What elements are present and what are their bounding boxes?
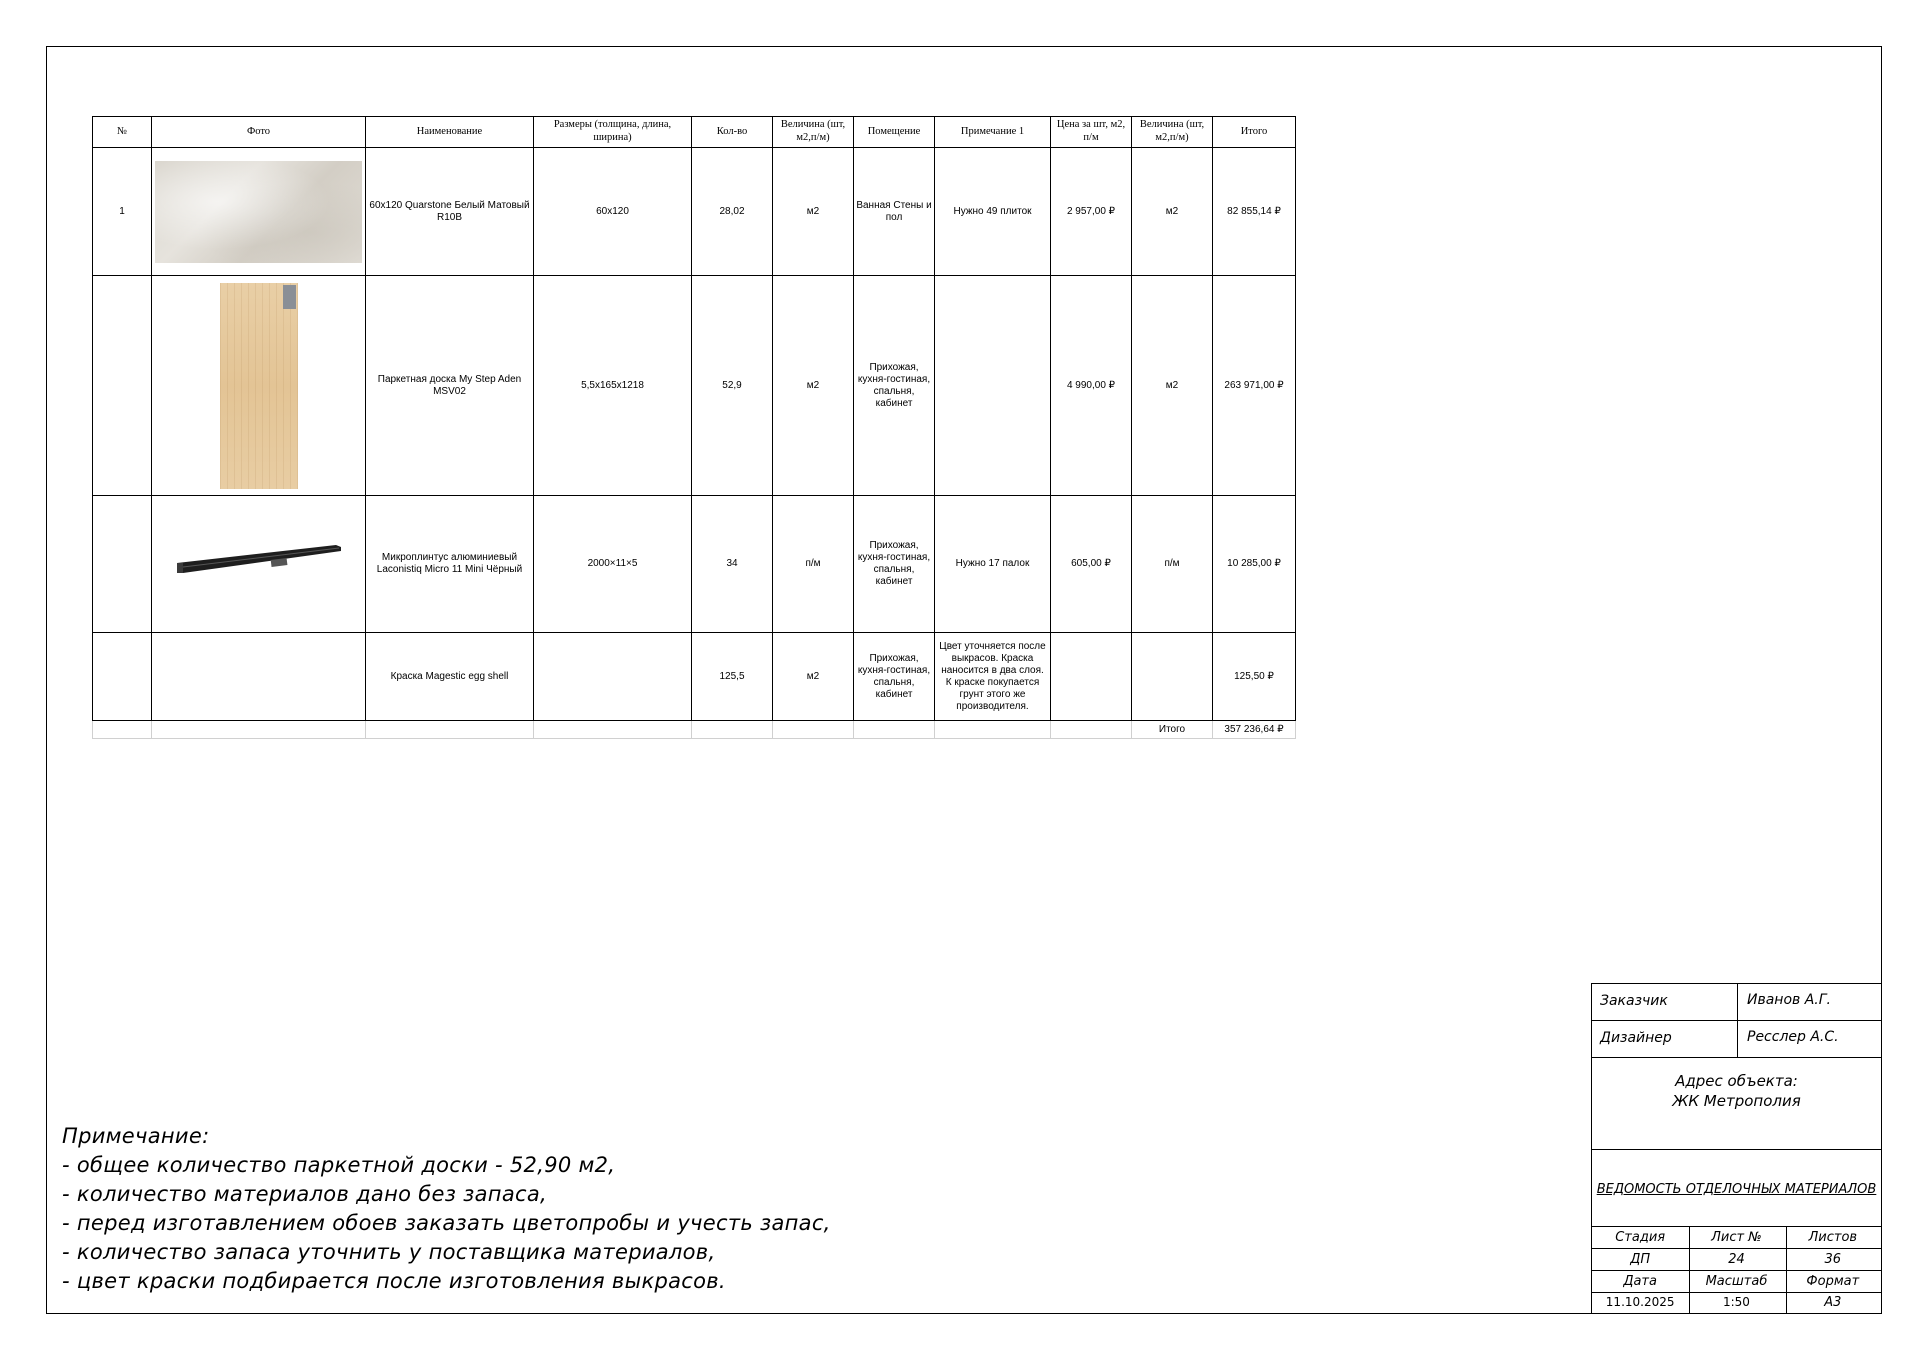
row-size: 60х120 (534, 148, 692, 276)
row-total: 263 971,00 ₽ (1213, 276, 1296, 496)
row-unit: м2 (773, 276, 854, 496)
date-value: 11.10.2025 (1605, 1295, 1675, 1309)
row-unit2: м2 (1132, 276, 1213, 496)
note-line: - количество материалов дано без запаса, (62, 1182, 547, 1206)
address-row (1592, 1058, 1881, 1150)
row-price: 605,00 ₽ (1051, 496, 1132, 633)
note-line: - цвет краски подбирается после изготовления выкрасов. (62, 1269, 726, 1293)
row-total: 10 285,00 ₽ (1213, 496, 1296, 633)
row-size (534, 633, 692, 721)
row-qty: 34 (692, 496, 773, 633)
format-value: А3 (1824, 1295, 1842, 1310)
row-qty: 125,5 (692, 633, 773, 721)
sheet-no-label: Лист № (1711, 1230, 1762, 1245)
row-photo (152, 148, 366, 276)
row-note (935, 276, 1051, 496)
col-header-note: Примечание 1 (935, 117, 1051, 148)
customer-label: Заказчик (1600, 993, 1668, 1009)
stage-values-row (1592, 1249, 1881, 1271)
row-note: Нужно 17 палок (935, 496, 1051, 633)
row-num (93, 633, 152, 721)
col-header-qty: Кол-во (692, 117, 773, 148)
table-row (93, 496, 1296, 633)
row-room: Прихожая, кухня-гостиная, спальня, кабинет (854, 633, 935, 721)
address-label: Адрес объекта: (1675, 1072, 1798, 1090)
row-room: Прихожая, кухня-гостиная, спальня, кабинет (854, 276, 935, 496)
row-photo (152, 276, 366, 496)
tile-photo (155, 161, 362, 263)
row-photo (152, 633, 366, 721)
row-room: Прихожая, кухня-гостиная, спальня, кабинет (854, 496, 935, 633)
row-size: 5,5х165х1218 (534, 276, 692, 496)
row-price: 4 990,00 ₽ (1051, 276, 1132, 496)
col-header-total: Итого (1213, 117, 1296, 148)
row-num: 1 (93, 148, 152, 276)
row-note: Цвет уточняется после выкрасов. Краска наносится в два слоя. К краске покупается грунт этого же производителя. (935, 633, 1051, 721)
sheets-value: 36 (1824, 1252, 1842, 1267)
note-line: - перед изготавлением обоев заказать цветопробы и учесть запас, (62, 1211, 831, 1235)
format-label: Формат (1806, 1274, 1860, 1289)
col-header-num: № (93, 117, 152, 148)
row-num (93, 496, 152, 633)
sheet-no-value: 24 (1728, 1252, 1745, 1267)
table-header-row (93, 117, 1296, 148)
col-header-unit2: Величина (шт, м2,п/м) (1132, 117, 1213, 148)
label-tag (283, 285, 296, 309)
row-num (93, 276, 152, 496)
total-label: Итого (1132, 721, 1213, 739)
scale-value: 1:50 (1722, 1295, 1750, 1309)
col-header-photo: Фото (152, 117, 366, 148)
scale-label: Масштаб (1705, 1274, 1768, 1289)
notes-title: Примечание: (62, 1124, 210, 1148)
title-block (1591, 983, 1882, 1314)
row-unit2: м2 (1132, 148, 1213, 276)
table-row (93, 633, 1296, 721)
row-size: 2000×11×5 (534, 496, 692, 633)
row-price (1051, 633, 1132, 721)
notes-block (62, 1122, 831, 1296)
row-unit: м2 (773, 148, 854, 276)
col-header-price: Цена за шт, м2, п/м (1051, 117, 1132, 148)
row-unit: п/м (773, 496, 854, 633)
row-qty: 28,02 (692, 148, 773, 276)
date-label: Дата (1623, 1274, 1657, 1289)
designer-name: Ресслер А.С. (1747, 1029, 1839, 1045)
row-name: Микроплинтус алюминиевый Laconistiq Micro 11 Mini Чёрный (366, 496, 534, 633)
row-unit: м2 (773, 633, 854, 721)
row-name: Краска Magestic egg shell (366, 633, 534, 721)
row-photo (152, 496, 366, 633)
table-row (93, 276, 1296, 496)
sheets-label: Листов (1808, 1230, 1858, 1245)
note-line: - общее количество паркетной доски - 52,90 м2, (62, 1153, 616, 1177)
date-labels-row (1592, 1271, 1881, 1293)
stage-label: Стадия (1615, 1230, 1666, 1245)
row-unit2: п/м (1132, 496, 1213, 633)
row-note: Нужно 49 плиток (935, 148, 1051, 276)
row-total: 125,50 ₽ (1213, 633, 1296, 721)
skirting-photo (171, 537, 346, 587)
designer-label: Дизайнер (1600, 1030, 1672, 1046)
row-total: 82 855,14 ₽ (1213, 148, 1296, 276)
sheet-title-row (1592, 1150, 1881, 1227)
col-header-name: Наименование (366, 117, 534, 148)
customer-name: Иванов А.Г. (1747, 992, 1831, 1008)
row-unit2 (1132, 633, 1213, 721)
row-room: Ванная Стены и пол (854, 148, 935, 276)
col-header-room: Помещение (854, 117, 935, 148)
stage-value: ДП (1630, 1252, 1651, 1267)
date-values-row (1592, 1293, 1881, 1313)
total-value: 357 236,64 ₽ (1213, 721, 1296, 739)
col-header-unit: Величина (шт, м2,п/м) (773, 117, 854, 148)
row-name: Паркетная доска My Step Aden MSV02 (366, 276, 534, 496)
table-total-row (93, 721, 1296, 739)
note-line: - количество запаса уточнить у поставщика материалов, (62, 1240, 716, 1264)
row-price: 2 957,00 ₽ (1051, 148, 1132, 276)
row-qty: 52,9 (692, 276, 773, 496)
table-row (93, 148, 1296, 276)
parquet-photo (220, 283, 298, 489)
col-header-size: Размеры (толщина, длина, ширина) (534, 117, 692, 148)
materials-table (92, 116, 1296, 739)
sheet-title: ВЕДОМОСТЬ ОТДЕЛОЧНЫХ МАТЕРИАЛОВ (1596, 1182, 1877, 1197)
stage-labels-row (1592, 1227, 1881, 1249)
address-value: ЖК Метрополия (1672, 1092, 1801, 1110)
row-name: 60х120 Quarstone Белый Матовый R10B (366, 148, 534, 276)
